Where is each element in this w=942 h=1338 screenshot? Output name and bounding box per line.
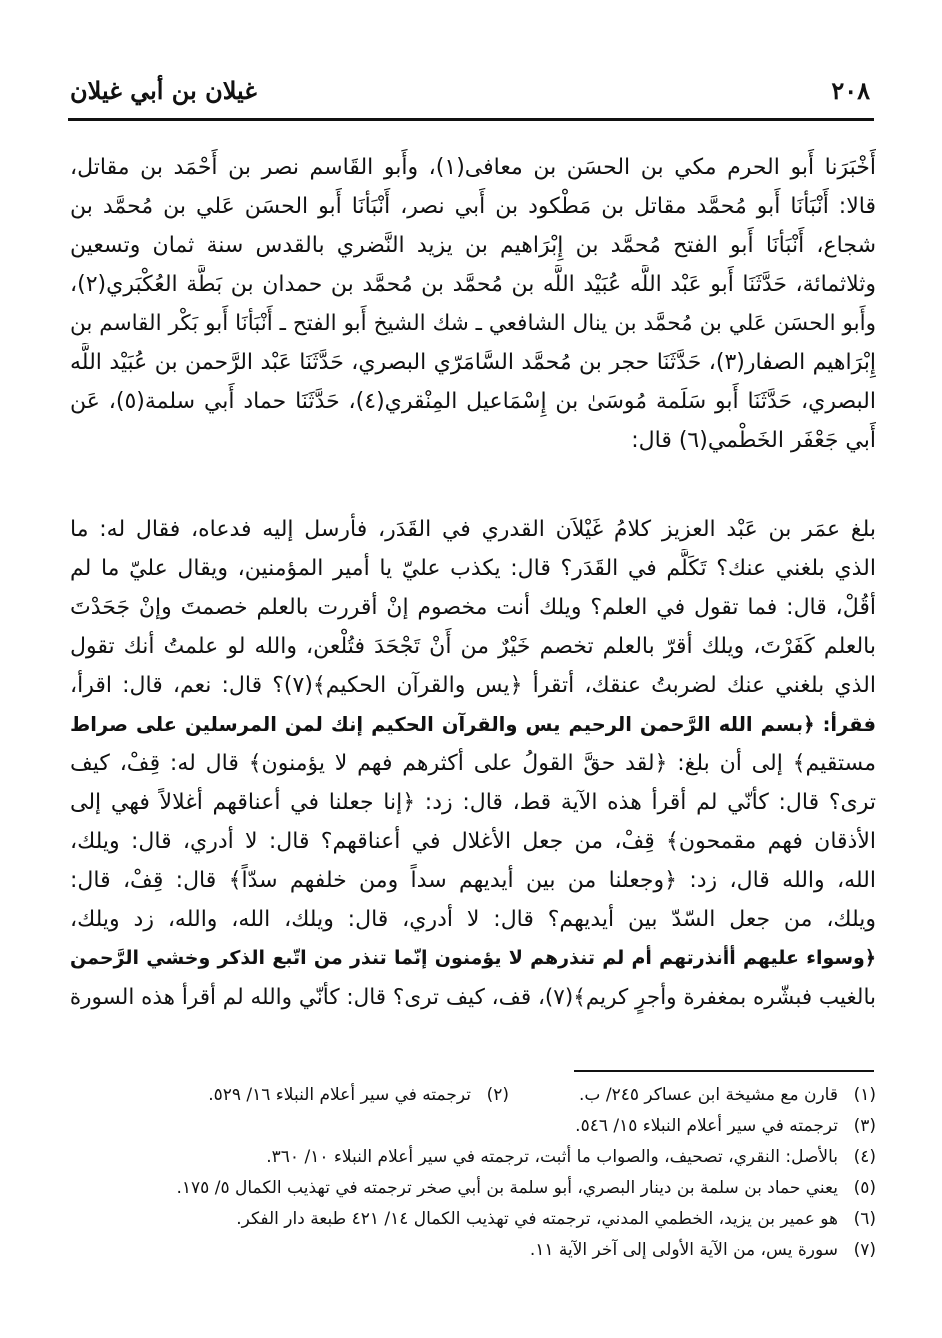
footnote-rule bbox=[574, 1070, 874, 1072]
footnote-text: ترجمته في سير أعلام النبلاء ١٥/ ٥٤٦. bbox=[575, 1116, 838, 1136]
narrative-line: بالعلم كَفَرْتَ، ويلك أقرّ بالعلم تخصم خَيْرٌ من أَنْ تَجْحَدَ فتُلْعن، والله لو علمتُ أنك تقول bbox=[70, 634, 876, 659]
narrative-line: ترى؟ قال: كأنّي لم أقرأ هذه الآية قط، قال: زد: ﴿إنا جعلنا في أعناقهم أغلالاً فهي إلى bbox=[70, 790, 876, 815]
footnote-text: ترجمته في سير أعلام النبلاء ١٦/ ٥٢٩. bbox=[208, 1085, 472, 1105]
footnote-row bbox=[70, 1235, 876, 1266]
narrative-line: ويلك، من جعل السّدّ بين أيديهم؟ قال: لا أدري، قال: ويلك، الله، والله، زد ويلك، bbox=[70, 907, 876, 932]
footnotes bbox=[70, 1080, 876, 1266]
running-title: غيلان بن أبي غيلان bbox=[70, 76, 257, 105]
narrative-line: أقُلْ، قال: فما تقول في العلم؟ ويلك أنت مخصوم إنْ أقررت بالعلم خصمتَ وإنْ جَحَدْتَ bbox=[70, 595, 876, 620]
footnote-number: (٧) bbox=[853, 1240, 876, 1260]
narrative-line: فقرأ: ﴿بسم الله الرَّحمن الرحيم يس والقرآن الحكيم إنك لمن المرسلين على صراط bbox=[70, 713, 876, 736]
footnote-number: (٣) bbox=[853, 1116, 876, 1136]
narrative-paragraph bbox=[70, 510, 876, 1017]
footnote-2 bbox=[208, 1080, 509, 1111]
footnote-1 bbox=[579, 1080, 876, 1111]
footnote-text: سورة يس، من الآية الأولى إلى آخر الآية ١١. bbox=[529, 1240, 838, 1260]
footnote-number: (٢) bbox=[486, 1085, 510, 1105]
footnote-row bbox=[70, 1080, 876, 1111]
footnote-6 bbox=[236, 1204, 876, 1235]
isnad-line: إِبْرَاهيم الصفار(٣)، حَدَّثَنَا حجر بن مُحمَّد السَّامَرّي البصري، حَدَّثَنَا عَبْد الرَّحمن بن عُبَيْد اللَّه bbox=[70, 350, 876, 375]
footnote-text: يعني حماد بن سلمة بن دينار البصري، أبو سلمة بن أبي صخر ترجمته في تهذيب الكمال ٥/ ١٧٥. bbox=[176, 1178, 838, 1198]
footnote-text: قارن مع مشيخة ابن عساكر ٢٤٥/ ب. bbox=[579, 1085, 838, 1105]
isnad-line: البصري، حَدَّثَنَا أَبو سَلَمة مُوسَىٰ بن إِسْمَاعيل المِنْقري(٤)، حَدَّثَنَا حماد أَبي سلمة(٥)، عَن bbox=[70, 389, 876, 414]
footnote-row bbox=[70, 1173, 876, 1204]
page-number: ٢٠٨ bbox=[831, 76, 870, 105]
narrative-line: الذي بلغني عنك؟ تَكَلَّم في القَدَر؟ قال: يكذب عليّ يا أمير المؤمنين، ويقال عليّ ما لم bbox=[70, 556, 876, 581]
footnote-number: (٦) bbox=[853, 1209, 876, 1229]
isnad-line: أَخْبَرَنا أَبو الحرم مكي بن الحسَن بن معافى(١)، وأَبو القَاسم نصر بن أَحْمَد بن مقاتل، bbox=[70, 155, 876, 180]
isnad-line: وأَبو الحسَن عَلي بن مُحمَّد بن ينال الشافعي ـ شك الشيخ أَبو الفتح ـ أَنْبَأنَا أَبو بَكْر القاسم بن bbox=[70, 311, 876, 336]
footnote-row bbox=[70, 1142, 876, 1173]
footnote-5 bbox=[177, 1173, 877, 1204]
narrative-line: بلغ عمَر بن عَبْد العزيز كلامُ غَيْلاَن القدري في القَدَر، فأرسل إليه فدعاه، فقال له: ما bbox=[70, 517, 876, 542]
footnote-4 bbox=[266, 1142, 876, 1173]
isnad-line: قالا: أَنْبَأنَا أَبو مُحمَّد مقاتل بن مَطْكود بن أَبي نصر، أَنْبَأنَا أَبو الحسَن عَلي بن مُحمَّد بن bbox=[70, 194, 876, 219]
footnote-row bbox=[70, 1111, 876, 1142]
isnad-line: وثلاثمائة، حَدَّثَنَا أَبو عَبْد اللَّه عُبَيْد اللَّه بن مُحمَّد بن مُحمَّد بن حمدان بن بَطَّة العُكْبَري(٢)، bbox=[70, 272, 876, 297]
narrative-line: مستقيم﴾ إلى أن بلغ: ﴿لقد حقَّ القولُ على أكثرهم فهم لا يؤمنون﴾ قال له: قِفْ، كيف bbox=[70, 751, 876, 776]
header-rule bbox=[68, 118, 874, 121]
footnote-text: بالأصل: النقري، تصحيف، والصواب ما أثبت، ترجمته في سير أعلام النبلاء ١٠/ ٣٦٠. bbox=[266, 1147, 838, 1167]
footnote-number: (٤) bbox=[853, 1147, 876, 1167]
narrative-line: الذي بلغني عنك لضربتُ عنقك، أتقرأ ﴿يس والقرآن الحكيم﴾(٧)؟ قال: نعم، قال: اقرأ، bbox=[70, 673, 876, 698]
footnote-7 bbox=[530, 1235, 876, 1266]
footnote-row bbox=[70, 1204, 876, 1235]
isnad-line: أَبي جَعْفَر الخَطْمي(٦) قال: bbox=[631, 428, 876, 453]
narrative-line: الله، والله قال، زد: ﴿وجعلنا من بين أيديهم سداً ومن خلفهم سدّاً﴾ قال: قِفْ، قال: bbox=[70, 868, 876, 893]
footnote-3 bbox=[575, 1111, 876, 1142]
footnote-number: (٥) bbox=[853, 1178, 876, 1198]
footnote-number: (١) bbox=[853, 1085, 876, 1105]
page-header bbox=[70, 70, 870, 114]
narrative-line: الأذقان فهم مقمحون﴾ قِفْ، من جعل الأغلال في أعناقهم؟ قال: لا أدري، قال: ويلك، bbox=[70, 829, 876, 854]
isnad-paragraph bbox=[70, 148, 876, 460]
narrative-line: بالغيب فبشّره بمغفرة وأجرٍ كريم﴾(٧)، قف، كيف ترى؟ قال: كأنّي والله لم أقرأ هذه السورة bbox=[70, 985, 876, 1010]
isnad-line: شجاع، أَنْبَأنَا أَبو الفتح مُحمَّد بن إِبْرَاهيم بن يزيد النَّضري بالقدس سنة ثمان وتسعين bbox=[70, 233, 876, 258]
narrative-line: ﴿وسواء عليهم أأنذرتهم أم لم تنذرهم لا يؤمنون إنّما تنذر من اتّبع الذكر وخشي الرَّحمن bbox=[70, 947, 876, 969]
footnote-text: هو عمير بن يزيد، الخطمي المدني، ترجمته في تهذيب الكمال ١٤/ ٤٢١ طبعة دار الفكر. bbox=[236, 1209, 838, 1229]
